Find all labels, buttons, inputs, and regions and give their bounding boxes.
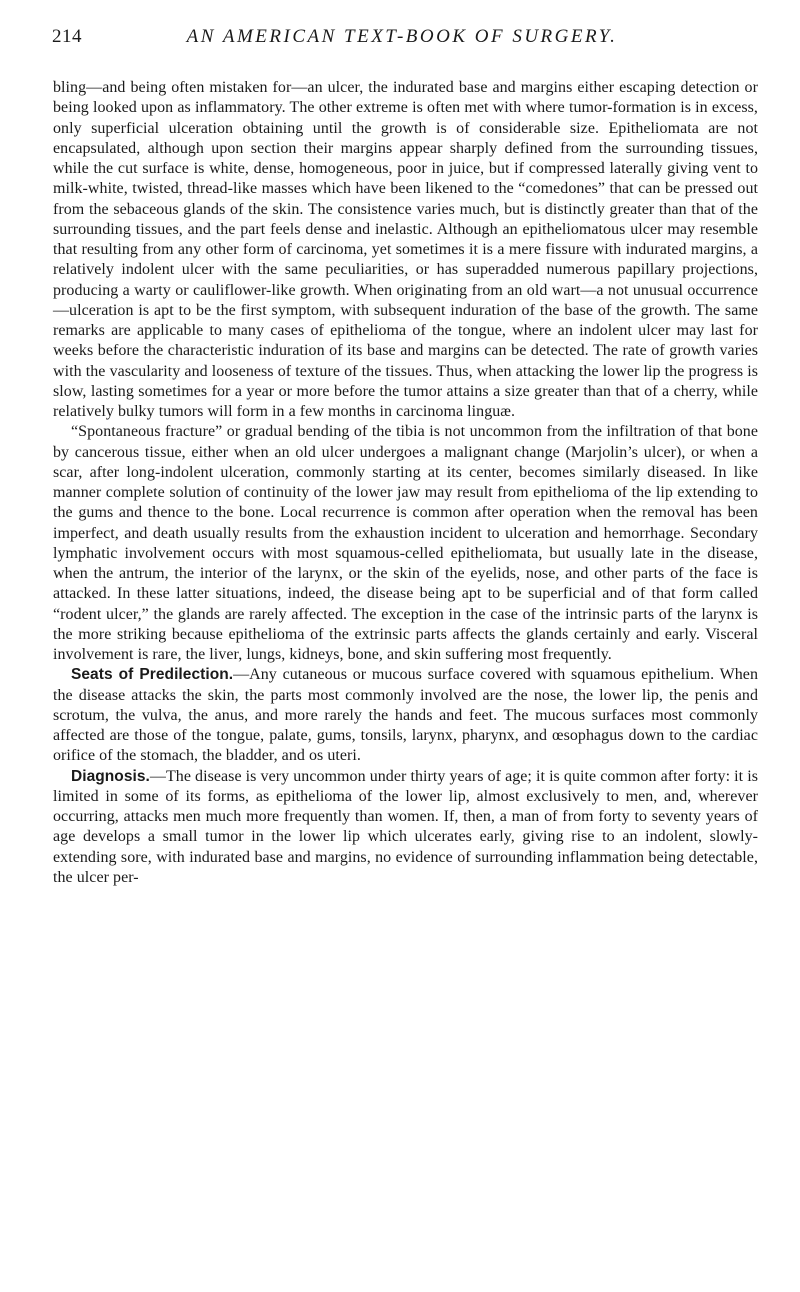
paragraph-text: —The disease is very uncommon under thirty years of age; it is quite common after forty: it is limited in some of its forms, as epithelioma of the lower lip, almost exclusively to men, and, wherever occurring, attacks men much more frequently than women. If, then, a man of from forty to seventy years of age develops a small tumor in the lower lip which ulcerates early, giving rise to an indolent, slowly-extending sore, with indurated base and margins, no evidence of surrounding inflammation being detectable, the ulcer per-: [53, 767, 758, 886]
paragraph-text: “Spontaneous fracture” or gradual bending of the tibia is not uncommon from the infiltration of that bone by cancerous tissue, either when an old ulcer undergoes a malignant change (Marjolin’s ulcer), or when a scar, after long-indolent ulceration, commonly starting at its center, becomes similarly diseased. In like manner complete solution of continuity of the lower jaw may result from epithelioma of the lip extending to the gums and thence to the bone. Local recurrence is common after operation when the removal has been imperfect, and death usually results from the exhaustion incident to ulceration and hemorrhage. Secondary lymphatic involvement occurs with most squamous-celled epitheliomata, but usually late in the disease, when the antrum, the interior of the larynx, or the skin of the eyelids, nose, and other parts of the face is attacked. In these latter situations, indeed, the disease being apt to be superficial and of that form called “rodent ulcer,” the glands are rarely affected. The exception in the case of the intrinsic parts of the larynx is the more striking because epithelioma of the extrinsic parts affects the glands certainly and early. Visceral involvement is rare, the liver, lungs, kidneys, bone, and skin suffering most frequently.: [53, 423, 758, 663]
paragraph-text: bling—and being often mistaken for—an ulcer, the indurated base and margins either escaping detection or being looked upon as inflammatory. The other extreme is often met with where tumor-formation is in excess, only superficial ulceration obtaining until the growth is of considerable size. Epitheliomata are not encapsulated, although upon section their margins appear sharply defined from the surrounding tissues, while the cut surface is white, dense, homogeneous, poor in juice, but if compressed laterally giving vent to milk-white, twisted, thread-like masses which have been likened to the “comedones” that can be pressed out from the sebaceous glands of the skin. The consistence varies much, but is distinctly greater than that of the surrounding tissues, and the part feels dense and inelastic. Although an epitheliomatous ulcer may resemble that resulting from any other form of carcinoma, yet sometimes it is a mere fissure with indurated margins, a relatively indolent ulcer with the same peculiarities, or has superadded numerous papillary projections, producing a warty or cauliflower-like growth. When originating from an old wart—a not unusual occurrence—ulceration is apt to be the first symptom, with subsequent induration of the base of the growth. The same remarks are applicable to many cases of epithelioma of the tongue, where an indolent ulcer may last for weeks before the characteristic induration of its base and margins can be detected. The rate of growth varies with the vascularity and looseness of texture of the tissues. Thus, when attacking the lower lip the progress is slow, lasting sometimes for a year or more before the tumor attains a size greater than that of a cherry, while relatively bulky tumors will form in a few months in carcinoma linguæ.: [53, 79, 758, 420]
paragraph-spontaneous-fracture: [53, 422, 758, 665]
running-head: [52, 22, 752, 52]
paragraph-seats-of-predilection: [53, 665, 758, 766]
section-heading-diagnosis: Diagnosis.: [71, 767, 150, 785]
body-text: [53, 78, 758, 888]
page-number: 214: [52, 26, 82, 47]
paragraph-diagnosis: [53, 767, 758, 889]
paragraph-text: —Any cutaneous or mucous surface covered with squamous epithelium. When the disease attacks the skin, the parts most commonly involved are the nose, the lower lip, the penis and scrotum, the vulva, the anus, and more rarely the hands and feet. The mucous surfaces most commonly affected are those of the tongue, palate, gums, tonsils, larynx, pharynx, and œsophagus down to the cardiac orifice of the stomach, the bladder, and os uteri.: [53, 666, 758, 765]
paragraph-continuation: [53, 78, 758, 422]
running-head-title: AN AMERICAN TEXT-BOOK OF SURGERY.: [186, 26, 618, 47]
section-heading-seats: Seats of Predilection.: [71, 666, 234, 684]
